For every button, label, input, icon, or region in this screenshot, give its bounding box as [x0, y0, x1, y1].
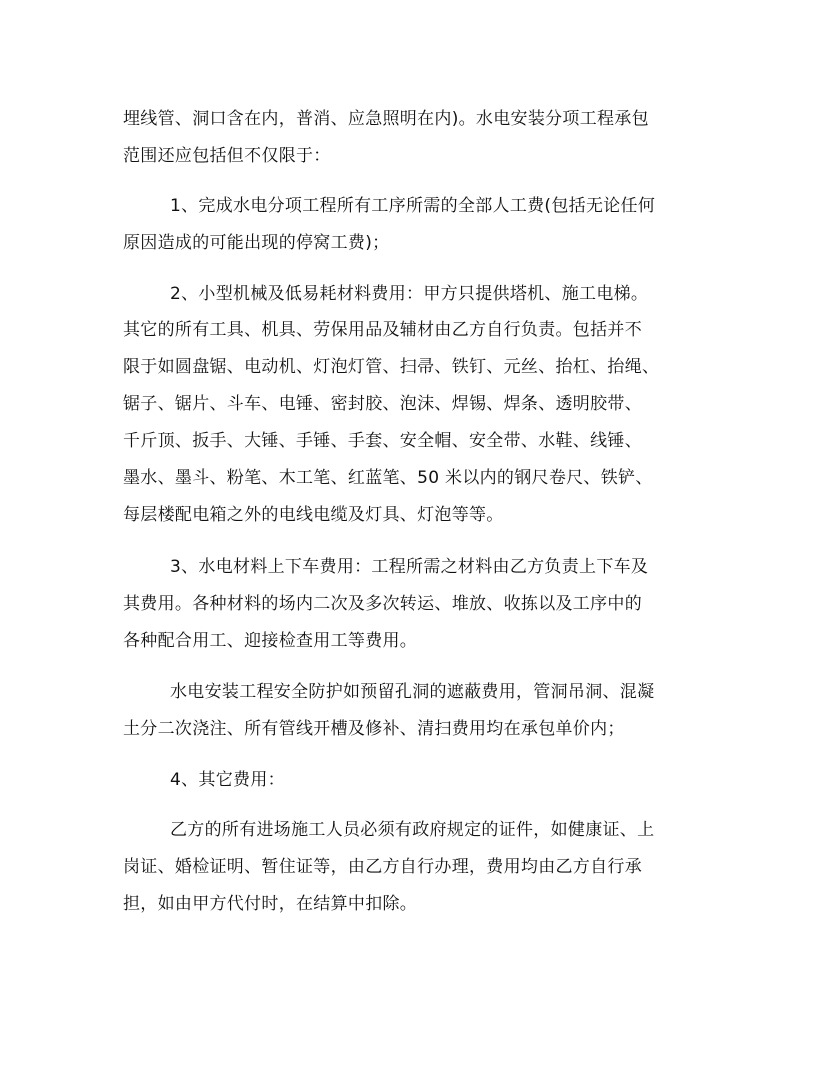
paragraph-line-16: 土分二次浇注、所有管线开槽及修补、清扫费用均在承包单价内； [123, 719, 625, 739]
paragraph-line-4: 原因造成的可能出现的停窝工费)； [123, 233, 390, 253]
paragraph-line-14: 各种配合用工、迎接检查用工等费用。 [123, 631, 418, 651]
paragraph-line-5: 2、小型机械及低易耗材料费用：甲方只提供塔机、施工电梯。 [170, 284, 649, 304]
paragraph-line-7: 限于如圆盘锯、电动机、灯泡灯管、扫帚、铁钉、元丝、抬杠、抬绳、 [123, 357, 660, 377]
paragraph-line-6: 其它的所有工具、机具、劳保用品及辅材由乙方自行负责。包括并不 [123, 320, 642, 340]
paragraph-line-18: 乙方的所有进场施工人员必须有政府规定的证件，如健康证、上 [170, 820, 655, 840]
paragraph-line-12: 3、水电材料上下车费用：工程所需之材料由乙方负责上下车及 [170, 557, 649, 577]
paragraph-line-2: 范围还应包括但不仅限于： [123, 146, 331, 166]
paragraph-line-9: 千斤顶、扳手、大锤、手锤、手套、安全帽、安全带、水鞋、线锤、 [123, 431, 642, 451]
paragraph-line-8: 锯子、锯片、斗车、电锤、密封胶、泡沫、焊锡、焊条、透明胶带、 [123, 394, 642, 414]
paragraph-line-10: 墨水、墨斗、粉笔、木工笔、红蓝笔、50 米以内的钢尺卷尺、铁铲、 [123, 468, 653, 488]
paragraph-line-19: 岗证、婚检证明、暂住证等，由乙方自行办理，费用均由乙方自行承 [123, 857, 642, 877]
paragraph-line-11: 每层楼配电箱之外的电线电缆及灯具、灯泡等等。 [123, 505, 504, 525]
paragraph-line-20: 担，如由甲方代付时，在结算中扣除。 [123, 894, 418, 914]
paragraph-line-3: 1、完成水电分项工程所有工序所需的全部人工费(包括无论任何 [170, 196, 656, 216]
paragraph-line-13: 其费用。各种材料的场内二次及多次转运、堆放、收拣以及工序中的 [123, 594, 642, 614]
paragraph-line-15: 水电安装工程安全防护如预留孔洞的遮蔽费用，管洞吊洞、混凝 [170, 682, 655, 702]
paragraph-line-1: 埋线管、洞口含在内，普消、应急照明在内)。水电安装分项工程承包 [123, 109, 649, 129]
paragraph-line-17: 4、其它费用： [170, 770, 285, 790]
